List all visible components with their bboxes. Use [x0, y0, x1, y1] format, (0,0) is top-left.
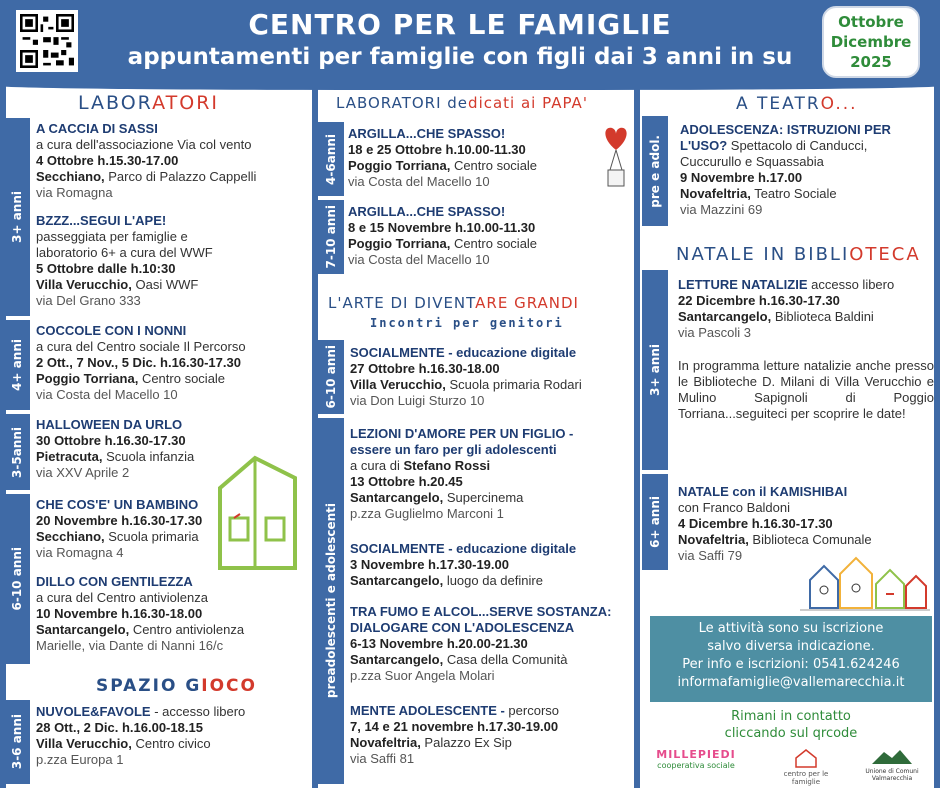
- event-address: via Pascoli 3: [678, 325, 751, 340]
- event-nuvole-favole: [36, 704, 310, 768]
- event-date: 27 Ottobre h.16.30-18.00: [350, 361, 500, 376]
- age-tab-label: pre e adol.: [648, 134, 662, 208]
- section-title-laboratori-papa: [336, 94, 588, 112]
- info-phone[interactable]: Per info e iscrizioni: 0541.624246: [682, 657, 900, 672]
- age-tab-3-6: [4, 700, 30, 784]
- age-tab-4-6: [318, 122, 344, 196]
- age-tab-label: 4+ anni: [10, 339, 24, 391]
- section-title-part: LABORATORI de: [336, 94, 469, 112]
- age-tab-label: 6+ anni: [648, 496, 662, 548]
- event-caccia-di-sassi: [36, 121, 308, 201]
- event-access-note: - accesso libero: [150, 704, 246, 719]
- age-tab-label: 6-10 anni: [10, 547, 24, 611]
- logo-millepiedi: [654, 748, 738, 786]
- page-subtitle: appuntamenti per famiglie con figli dai 3 anni in su: [127, 44, 793, 70]
- event-venue: Scuola primaria Rodari: [445, 377, 582, 392]
- date-line-3: 2025: [850, 53, 892, 71]
- event-description: a cura di: [350, 458, 404, 473]
- event-date: 20 Novembre h.16.30-17.30: [36, 513, 203, 528]
- event-place: Villa Verucchio,: [36, 736, 132, 751]
- section-title-part: L'ARTE DI DIVENT: [328, 294, 476, 312]
- logo-text: Unione di Comuni Valmarecchia: [865, 768, 919, 782]
- hills-logo-icon: [872, 748, 912, 766]
- event-address: via Romagna: [36, 185, 113, 200]
- event-mente-adolescente: [350, 703, 632, 767]
- event-title: BZZZ...SEGUI L'APE!: [36, 213, 167, 228]
- event-place: Santarcangelo,: [350, 573, 444, 588]
- date-range-badge: [822, 6, 920, 78]
- event-date: 18 e 25 Ottobre h.10.00-11.30: [348, 142, 526, 157]
- event-venue: Casa della Comunità: [443, 652, 568, 667]
- section-title-part: SPAZIO G: [96, 676, 202, 696]
- age-tab-6plus: [642, 474, 668, 570]
- age-tab-label: 3-6 anni: [10, 714, 24, 770]
- section-title-laboratori: [78, 92, 219, 114]
- event-lezioni-damore: [350, 426, 632, 522]
- event-description: passeggiata per famiglie e: [36, 229, 188, 244]
- section-title-accent: dicati ai PAPA': [468, 94, 588, 112]
- logo-text: centro per le famiglie: [783, 770, 829, 786]
- event-title: MENTE ADOLESCENTE -: [350, 703, 505, 718]
- event-venue: Biblioteca Comunale: [748, 532, 872, 547]
- age-tab-4plus: [4, 320, 30, 410]
- event-speaker: Stefano Rossi: [403, 458, 491, 473]
- event-title: NUVOLE&FAVOLE: [36, 704, 151, 719]
- section-subtitle-incontri: Incontri per genitori: [370, 316, 564, 330]
- event-venue: Centro antiviolenza: [129, 622, 245, 637]
- event-letture-natalizie: [678, 277, 934, 341]
- event-description: con Franco Baldoni: [678, 500, 791, 515]
- age-tab-label: 3+ anni: [10, 191, 24, 243]
- event-place: Santarcangelo,: [350, 490, 444, 505]
- event-title: LETTURE NATALIZIE: [678, 277, 808, 292]
- event-description: a cura dell'associazione Via col vento: [36, 137, 252, 152]
- event-venue: Oasi WWF: [131, 277, 199, 292]
- event-argilla-novembre: [348, 204, 628, 268]
- date-line-1: Ottobre: [838, 13, 904, 31]
- age-tab-label: 7-10 anni: [324, 205, 338, 269]
- logo-text: MILLEPIEDI: [656, 748, 736, 761]
- age-tab-label: 6-10 anni: [324, 345, 338, 409]
- event-date: 2 Ott., 7 Nov., 5 Dic. h.16.30-17.30: [36, 355, 241, 370]
- event-place: Santarcangelo,: [678, 309, 772, 324]
- contact-note: [650, 708, 932, 742]
- event-venue: Centro civico: [131, 736, 211, 751]
- event-title: L'USO?: [680, 138, 728, 153]
- section-title-part: LABOR: [78, 92, 153, 114]
- logo-subtext: cooperativa sociale: [657, 761, 735, 770]
- section-title-a-teatro: [736, 94, 858, 114]
- houses-family-illustration: [800, 550, 930, 612]
- section-title-natale-biblioteca: [676, 244, 921, 265]
- event-address: via XXV Aprile 2: [36, 465, 130, 480]
- event-venue: Scuola primaria: [104, 529, 199, 544]
- event-place: Novafeltria,: [680, 186, 751, 201]
- qr-code-icon: [20, 14, 74, 68]
- section-title-arte-diventare-grandi: [328, 294, 579, 312]
- contact-line: Rimani in contatto: [731, 709, 851, 724]
- event-date: 13 Ottobre h.20.45: [350, 474, 463, 489]
- event-venue: luogo da definire: [443, 573, 543, 588]
- event-place: Villa Verucchio,: [36, 277, 132, 292]
- age-tab-7-10: [318, 200, 344, 274]
- event-address: p.zza Suor Angela Molari: [350, 668, 495, 683]
- event-description: Cuccurullo e Squassabia: [680, 154, 824, 169]
- event-address: p.zza Guglielmo Marconi 1: [350, 506, 504, 521]
- event-place: Santarcangelo,: [36, 622, 130, 637]
- event-place: Novafeltria,: [350, 735, 421, 750]
- age-tab-6-10: [4, 494, 30, 664]
- event-description: percorso: [504, 703, 560, 718]
- logo-unione-comuni: [856, 748, 928, 786]
- event-description: a cura del Centro sociale Il Percorso: [36, 339, 246, 354]
- event-date: 10 Novembre h.16.30-18.00: [36, 606, 203, 621]
- event-place: Poggio Torriana,: [348, 236, 451, 251]
- contact-line: cliccando sul qrcode: [724, 726, 858, 741]
- event-place: Santarcangelo,: [350, 652, 444, 667]
- section-title-accent: OTECA: [849, 244, 921, 265]
- event-venue: Centro sociale: [450, 158, 538, 173]
- event-adolescenza-istruzioni: [680, 122, 932, 218]
- age-tab-6-10-col2: [318, 340, 344, 414]
- event-address: via Saffi 81: [350, 751, 415, 766]
- age-tab-label: 3+ anni: [648, 344, 662, 396]
- event-place: Villa Verucchio,: [350, 377, 446, 392]
- column-divider-right: [934, 86, 940, 788]
- event-title: ADOLESCENZA: ISTRUZIONI PER: [680, 122, 891, 137]
- info-email[interactable]: informafamiglie@vallemarecchia.it: [677, 675, 905, 690]
- event-place: Poggio Torriana,: [348, 158, 451, 173]
- event-title: LEZIONI D'AMORE PER UN FIGLIO -: [350, 426, 574, 441]
- biblioteche-note: In programma letture natalizie anche presso le Biblioteche D. Milani di Villa Verucchio e Mulino Sapignoli di Poggio Torriana...seguiteci per scoprire le date!: [678, 358, 934, 421]
- event-address: via Mazzini 69: [680, 202, 763, 217]
- event-venue: Palazzo Ex Sip: [420, 735, 512, 750]
- event-date: 9 Novembre h.17.00: [680, 170, 803, 185]
- event-date: 30 Ottobre h.16.30-17.30: [36, 433, 186, 448]
- info-line: Le attività sono su iscrizione: [698, 621, 884, 636]
- event-venue: Centro sociale: [450, 236, 538, 251]
- section-title-part: NATALE IN BIBLI: [676, 244, 850, 265]
- age-tab-label: 3-5anni: [10, 426, 24, 478]
- age-tab-3plus: [4, 118, 30, 316]
- event-date: 4 Ottobre h.15.30-17.00: [36, 153, 179, 168]
- section-title-accent: IOCO: [201, 676, 257, 696]
- event-socialmente-novembre: [350, 541, 632, 589]
- page-title: CENTRO PER LE FAMIGLIE: [248, 8, 672, 41]
- event-title: ARGILLA...CHE SPASSO!: [348, 204, 506, 219]
- event-date: 8 e 15 Novembre h.10.00-11.30: [348, 220, 536, 235]
- event-title: A CACCIA DI SASSI: [36, 121, 158, 136]
- event-date: 3 Novembre h.17.30-19.00: [350, 557, 509, 572]
- event-title: CHE COS'E' UN BAMBINO: [36, 497, 199, 512]
- event-address: via Del Grano 333: [36, 293, 141, 308]
- event-title: NATALE con il KAMISHIBAI: [678, 484, 848, 499]
- age-tab-pre-adol: [642, 116, 668, 226]
- heart-balloon-illustration: [596, 122, 636, 192]
- event-description: a cura del Centro antiviolenza: [36, 590, 208, 605]
- event-address: via Costa del Macello 10: [36, 387, 178, 402]
- event-place: Secchiano,: [36, 169, 105, 184]
- event-title: COCCOLE CON I NONNI: [36, 323, 187, 338]
- event-argilla-ottobre: [348, 126, 628, 190]
- event-title: DILLO CON GENTILEZZA: [36, 574, 193, 589]
- event-address: via Costa del Macello 10: [348, 174, 490, 189]
- event-place: Novafeltria,: [678, 532, 749, 547]
- info-box: [650, 616, 932, 702]
- event-date: 22 Dicembre h.16.30-17.30: [678, 293, 840, 308]
- event-address: p.zza Europa 1: [36, 752, 124, 767]
- event-address: via Romagna 4: [36, 545, 124, 560]
- event-title: HALLOWEEN DA URLO: [36, 417, 183, 432]
- event-tra-fumo-e-alcol: [350, 604, 632, 684]
- event-title: ARGILLA...CHE SPASSO!: [348, 126, 506, 141]
- event-venue: Supercinema: [443, 490, 524, 505]
- event-date: 5 Ottobre dalle h.10:30: [36, 261, 176, 276]
- section-title-accent: ARE GRANDI: [475, 294, 579, 312]
- event-venue: Teatro Sociale: [750, 186, 837, 201]
- section-title-part: A TEATR: [736, 94, 821, 114]
- event-access-note: accesso libero: [807, 277, 895, 292]
- event-description: laboratorio 6+ a cura del WWF: [36, 245, 213, 260]
- event-place: Secchiano,: [36, 529, 105, 544]
- event-venue: Biblioteca Baldini: [771, 309, 874, 324]
- event-venue: Parco di Palazzo Cappelli: [104, 169, 257, 184]
- event-che-cose-un-bambino: [36, 497, 308, 561]
- age-tab-label: preadolescenti e adolescenti: [324, 503, 338, 699]
- event-place: Poggio Torriana,: [36, 371, 139, 386]
- event-date: 7, 14 e 21 novembre h.17.30-19.00: [350, 719, 559, 734]
- event-date: 6-13 Novembre h.20.00-21.30: [350, 636, 528, 651]
- event-socialmente-ottobre: [350, 345, 632, 409]
- header-wave: [0, 80, 940, 90]
- qr-code[interactable]: [16, 10, 78, 72]
- event-description: Spettacolo di Canducci,: [727, 138, 868, 153]
- age-tab-3plus-col3: [642, 270, 668, 470]
- age-tab-label: 4-6anni: [324, 133, 338, 185]
- event-date: 4 Dicembre h.16.30-17.30: [678, 516, 833, 531]
- event-title: SOCIALMENTE - educazione digitale: [350, 541, 577, 556]
- age-tab-preadolescenti: [318, 418, 344, 784]
- event-title: SOCIALMENTE - educazione digitale: [350, 345, 577, 360]
- event-address: Marielle, via Dante di Nanni 16/c: [36, 638, 224, 653]
- event-venue: Scuola infanzia: [102, 449, 195, 464]
- section-title-spazio-gioco: [96, 676, 257, 696]
- event-title: essere un faro per gli adolescenti: [350, 442, 557, 457]
- age-tab-3-5: [4, 414, 30, 490]
- event-address: via Costa del Macello 10: [348, 252, 490, 267]
- event-address: via Don Luigi Sturzo 10: [350, 393, 485, 408]
- event-coccole-con-nonni: [36, 323, 308, 403]
- event-place: Pietracuta,: [36, 449, 103, 464]
- event-title: DIALOGARE CON L'ADOLESCENZA: [350, 620, 575, 635]
- event-dillo-con-gentilezza: [36, 574, 310, 654]
- event-date: 28 Ott., 2 Dic. h.16.00-18.15: [36, 720, 203, 735]
- section-title-accent: ATORI: [152, 92, 219, 114]
- event-address: via Saffi 79: [678, 548, 743, 563]
- event-title: TRA FUMO E ALCOL...SERVE SOSTANZA:: [350, 604, 612, 619]
- section-title-accent: O...: [820, 94, 858, 114]
- house-logo-icon: [793, 748, 819, 768]
- event-bzzz-segui-ape: [36, 213, 308, 309]
- event-venue: Centro sociale: [138, 371, 226, 386]
- logo-centro-famiglie: [774, 748, 838, 786]
- info-line: salvo diversa indicazione.: [707, 639, 875, 654]
- date-line-2: Dicembre: [830, 33, 912, 51]
